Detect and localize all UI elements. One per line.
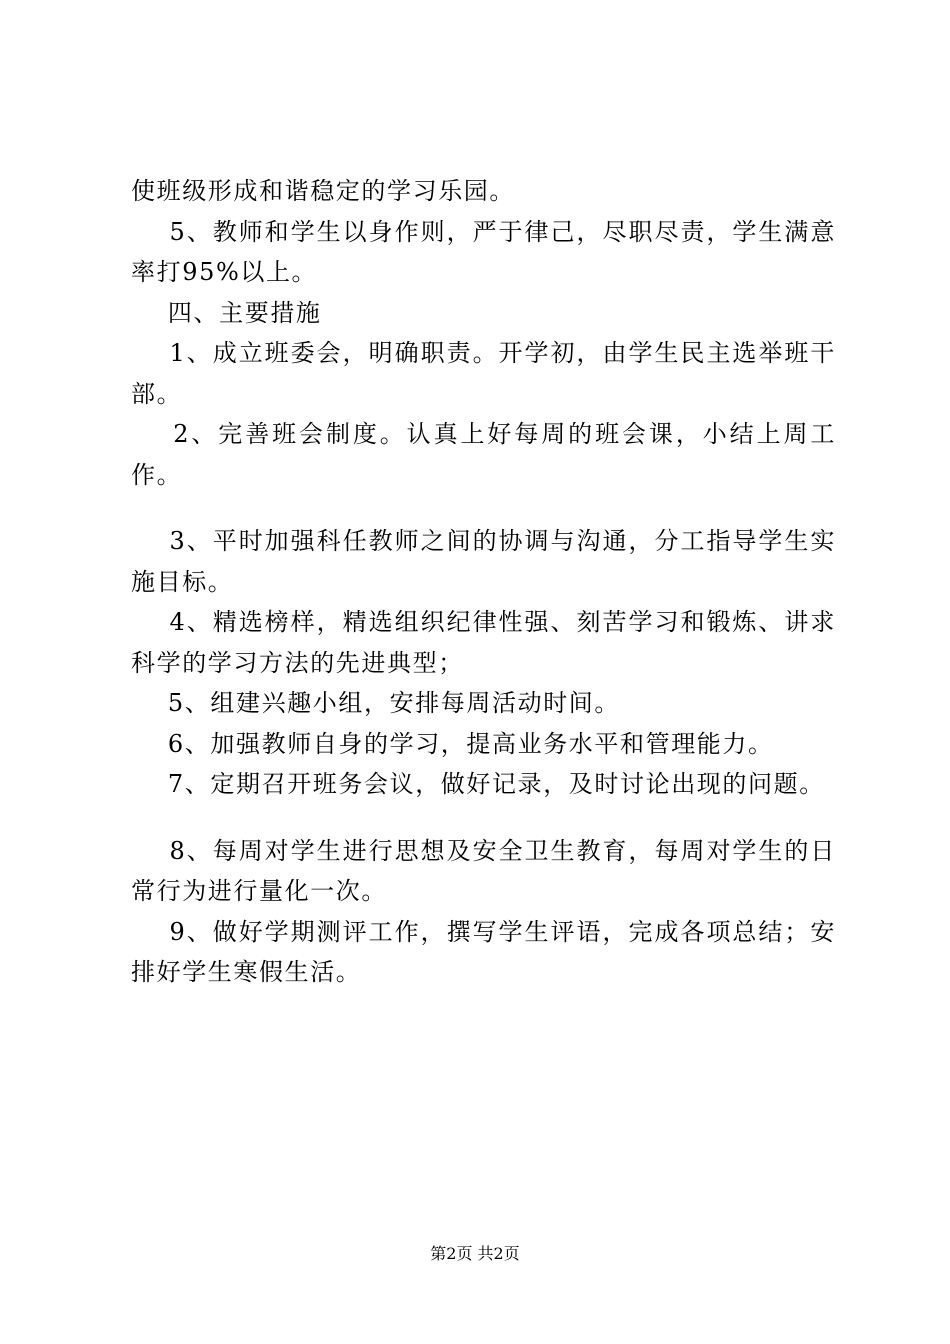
section-heading: 四、主要措施 [131,298,322,327]
paragraph: 8、每周对学生进行思想及安全卫生教育，每周对学生的日常行为进行量化一次。 [131,836,836,905]
paragraph: 2、完善班会制度。认真上好每周的班会课，小结上周工作。 [131,420,836,489]
paragraph: 5、组建兴趣小组，安排每周活动时间。 [131,689,620,717]
paragraph: 7、定期召开班务会议，做好记录，及时讨论出现的问题。 [131,770,825,798]
blank-line [131,805,836,831]
page-number-footer: 第2页 共2页 [430,1244,520,1263]
paragraph: 6、加强教师自身的学习，提高业务水平和管理能力。 [131,729,774,758]
paragraph: 使班级形成和谐稳定的学习乐园。 [131,177,515,205]
paragraph: 5、教师和学生以身作则，严于律己，尽职尽责，学生满意率打95%以上。 [131,217,836,286]
paragraph: 3、平时加强科任教师之间的协调与沟通，分工指导学生实施目标。 [131,527,836,596]
blank-line [131,495,836,521]
paragraph: 1、成立班委会，明确职责。开学初，由学生民主选举班干部。 [131,339,836,408]
paragraph: 4、精选榜样，精选组织纪律性强、刻苦学习和锻炼、讲求科学的学习方法的先进典型； [131,608,836,677]
document-body [131,171,836,993]
paragraph: 9、做好学期测评工作，撰写学生评语，完成各项总结；安排好学生寒假生活。 [131,917,836,986]
